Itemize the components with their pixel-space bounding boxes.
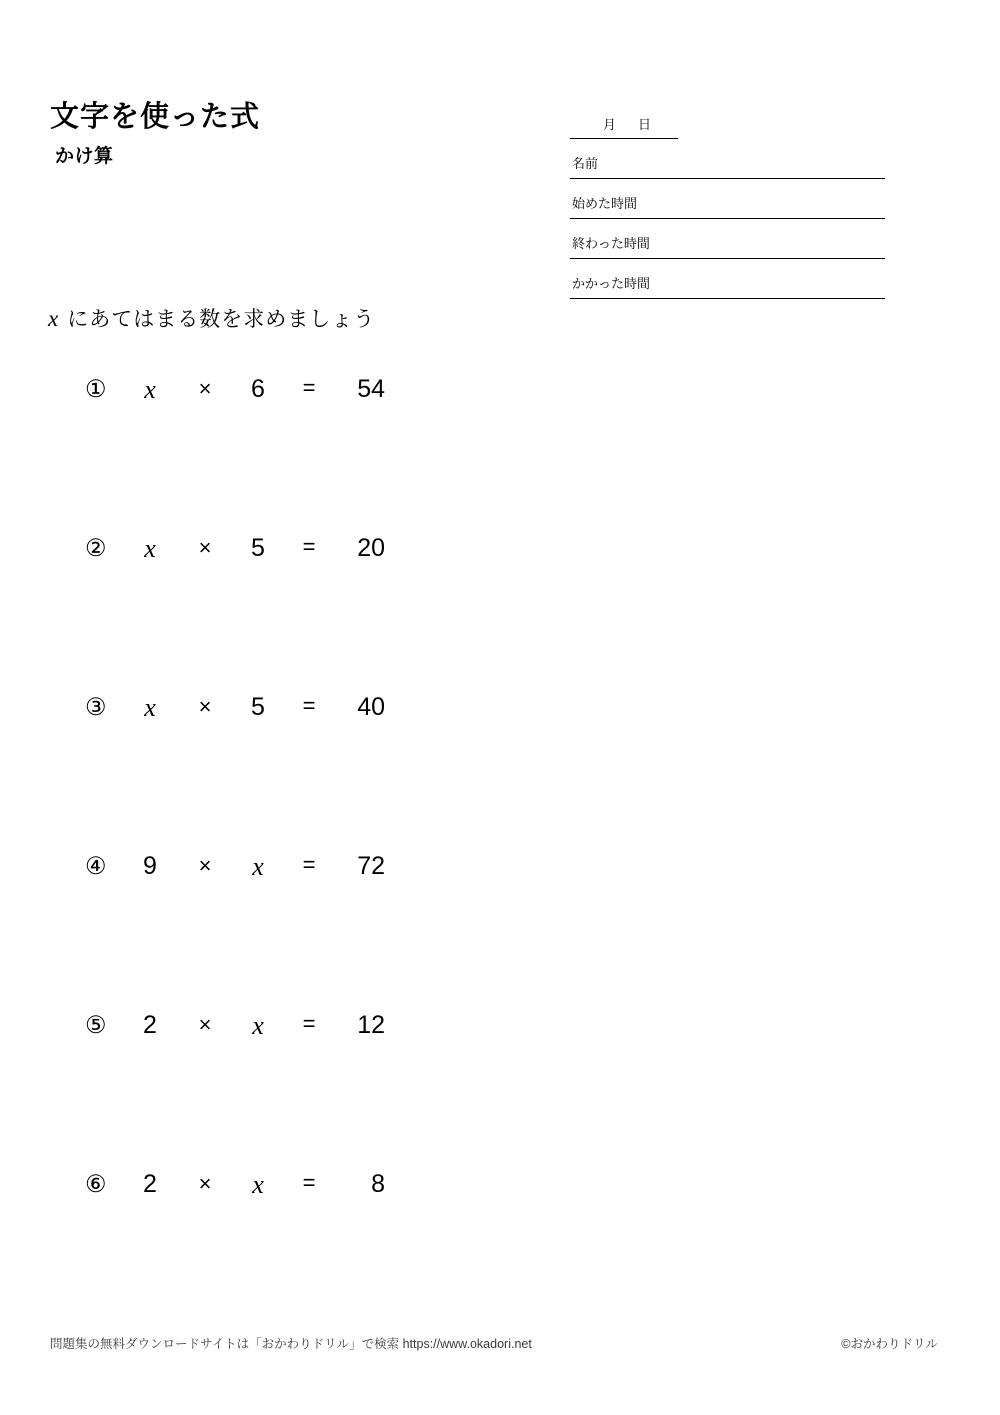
problem-list bbox=[85, 375, 505, 1329]
footer-credit: 問題集の無料ダウンロードサイトは「おかわりドリル」で検索 https://www.okadori.net bbox=[50, 1337, 532, 1351]
problem-term1: x bbox=[144, 534, 156, 563]
problem-row bbox=[85, 1011, 505, 1170]
problem-operator: × bbox=[198, 376, 212, 401]
instruction-text bbox=[48, 303, 375, 333]
problem-term1: x bbox=[144, 375, 156, 404]
problem-number: ④ bbox=[85, 853, 107, 880]
problem-equals: = bbox=[302, 693, 316, 718]
start-time-label: 始めた時間 bbox=[572, 196, 638, 211]
end-time-label: 終わった時間 bbox=[572, 236, 650, 251]
problem-term2: x bbox=[252, 1011, 264, 1040]
problem-term1: 2 bbox=[143, 1170, 157, 1198]
page-title: 文字を使った式 bbox=[50, 101, 261, 133]
problem-number: ③ bbox=[85, 694, 107, 721]
problem-term1: x bbox=[144, 693, 156, 722]
problem-term1: 9 bbox=[143, 852, 157, 880]
problem-number: ⑥ bbox=[85, 1171, 107, 1198]
problem-result: 8 bbox=[371, 1170, 385, 1198]
problem-term2: x bbox=[252, 852, 264, 881]
problem-equals: = bbox=[302, 852, 316, 877]
instruction-variable: x bbox=[48, 306, 60, 331]
problem-equals: = bbox=[302, 534, 316, 559]
end-time-field[interactable] bbox=[570, 219, 885, 259]
problem-number: ② bbox=[85, 535, 107, 562]
problem-number: ⑤ bbox=[85, 1012, 107, 1039]
student-info-table bbox=[570, 105, 885, 299]
title-block bbox=[50, 100, 260, 168]
instruction-body: にあてはまる数を求めましょう bbox=[67, 308, 376, 331]
name-label: 名前 bbox=[572, 156, 599, 171]
problem-result: 40 bbox=[357, 693, 385, 721]
problem-operator: × bbox=[198, 1012, 212, 1037]
elapsed-time-label: かかった時間 bbox=[572, 276, 651, 291]
problem-term2: x bbox=[252, 1170, 264, 1199]
problem-result: 12 bbox=[357, 1011, 385, 1039]
problem-operator: × bbox=[198, 853, 212, 878]
problem-term2: 5 bbox=[251, 534, 265, 562]
date-field[interactable] bbox=[570, 105, 678, 139]
footer-copyright: ©おかわりドリル bbox=[841, 1337, 938, 1351]
start-time-field[interactable] bbox=[570, 179, 885, 219]
problem-result: 54 bbox=[357, 375, 385, 403]
problem-equals: = bbox=[302, 1170, 316, 1195]
problem-row bbox=[85, 852, 505, 1011]
name-field[interactable] bbox=[570, 139, 885, 179]
problem-term1: 2 bbox=[143, 1011, 157, 1039]
problem-equals: = bbox=[302, 375, 316, 400]
problem-row bbox=[85, 375, 505, 534]
problem-row bbox=[85, 1170, 505, 1329]
elapsed-time-field[interactable] bbox=[570, 259, 885, 299]
problem-operator: × bbox=[198, 535, 212, 560]
problem-term2: 6 bbox=[251, 375, 265, 403]
problem-row bbox=[85, 693, 505, 852]
page-subtitle: かけ算 bbox=[55, 145, 114, 167]
date-labels: 月日 bbox=[603, 117, 674, 132]
problem-operator: × bbox=[198, 1171, 212, 1196]
problem-term2: 5 bbox=[251, 693, 265, 721]
problem-operator: × bbox=[198, 694, 212, 719]
problem-equals: = bbox=[302, 1011, 316, 1036]
problem-result: 20 bbox=[357, 534, 385, 562]
problem-result: 72 bbox=[357, 852, 385, 880]
problem-row bbox=[85, 534, 505, 693]
problem-number: ① bbox=[85, 376, 107, 403]
